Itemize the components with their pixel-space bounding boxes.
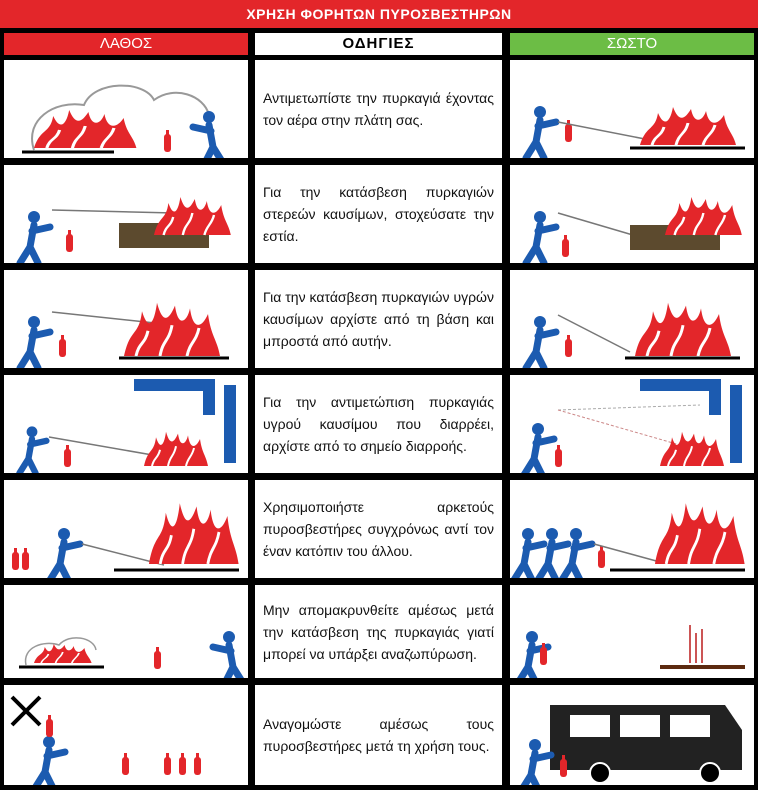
instruction-cell <box>255 270 502 368</box>
instruction-text: Αναγομώστε αμέσως τους πυροσβεστήρες μετά τη χρήση τους. <box>263 716 494 754</box>
solid-fuel-fire-aim-base-icon <box>510 165 754 263</box>
leak-fire-aim-source-icon <box>510 375 754 473</box>
instruction-text: Μην απομακρυνθείτε αμέσως μετά την κατάσβεση της πυρκαγιάς γιατί μπορεί να υπάρξει αναζωπύρωση. <box>263 601 494 662</box>
header-instructions: ΟΔΗΓΙΕΣ <box>255 33 502 55</box>
fire-with-wind-from-behind-icon <box>510 60 754 158</box>
page-title: ΧΡΗΣΗ ΦΟΡΗΤΩΝ ΠΥΡΟΣΒΕΣΤΗΡΩΝ <box>0 0 758 28</box>
instruction-cell <box>255 480 502 578</box>
watching-extinguished-fire-icon <box>510 585 754 678</box>
instruction-cell <box>255 585 502 678</box>
fire-with-wind-from-front-icon <box>4 60 248 158</box>
header-correct: ΣΩΣΤΟ <box>510 33 754 55</box>
instruction-text: Αντιμετωπίστε την πυρκαγιά έχοντας τον αέρα στην πλάτη σας. <box>263 90 494 128</box>
liquid-fire-aim-front-icon <box>510 270 754 368</box>
instruction-text: Για την κατάσβεση πυρκαγιών υγρών καυσίμων αρχίστε από τη βάση και μπροστά από αυτήν. <box>263 289 494 349</box>
instruction-text: Για την κατάσβεση πυρκαγιών στερεών καυσίμων, στοχεύσατε την εστία. <box>263 184 494 244</box>
several-extinguishers-together-icon <box>510 480 754 578</box>
solid-fuel-fire-aim-top-icon <box>4 165 248 263</box>
instruction-cell <box>255 685 502 785</box>
leak-fire-aim-pool-icon <box>4 375 248 473</box>
header-wrong: ΛΑΘΟΣ <box>4 33 248 55</box>
liquid-fire-aim-middle-icon <box>4 270 248 368</box>
walking-away-from-fire-icon <box>4 585 248 678</box>
empty-extinguishers-left-icon <box>4 685 248 785</box>
instruction-cell <box>255 165 502 263</box>
instruction-cell <box>255 375 502 473</box>
instruction-text: Χρησιμοποιήστε αρκετούς πυροσβεστήρες συγχρόνως αντί τον έναν κατόπιν του άλλου. <box>263 499 494 559</box>
one-extinguisher-at-a-time-icon <box>4 480 248 578</box>
recharging-extinguisher-van-icon <box>510 685 754 785</box>
instruction-text: Για την αντιμετώπιση πυρκαγιάς υγρού καυσίμου που διαρρέει, αρχίστε από το σημείο διαρροής. <box>263 394 494 454</box>
instruction-cell <box>255 60 502 158</box>
